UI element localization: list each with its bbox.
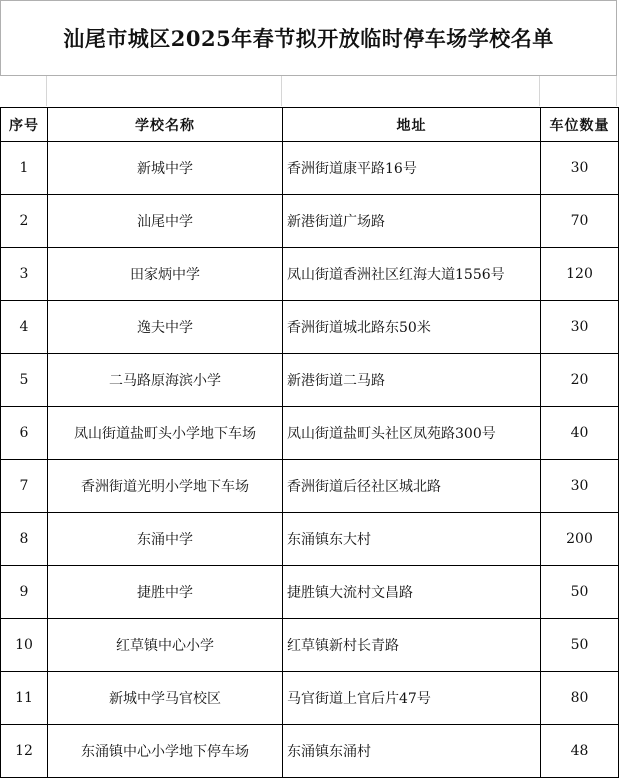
cell-address[interactable]: 新港街道二马路 [283,354,541,407]
cell-spaces[interactable]: 70 [541,195,619,248]
cell-address[interactable]: 香洲街道城北路东50米 [283,301,541,354]
table-row [1,407,619,460]
cell-school[interactable]: 凤山街道盐町头小学地下车场 [48,407,283,460]
table-row [1,513,619,566]
cell-school[interactable]: 田家炳中学 [48,248,283,301]
cell-spaces[interactable]: 50 [541,619,619,672]
table-row [1,195,619,248]
cell-no[interactable]: 6 [1,407,48,460]
empty-cell[interactable] [282,76,540,106]
cell-school[interactable]: 新城中学马官校区 [48,672,283,725]
cell-spaces[interactable]: 50 [541,566,619,619]
cell-spaces[interactable]: 80 [541,672,619,725]
table-row [1,460,619,513]
empty-cell[interactable] [0,76,47,106]
cell-no[interactable]: 4 [1,301,48,354]
header-no[interactable]: 序号 [1,108,48,142]
cell-no[interactable]: 11 [1,672,48,725]
table-row [1,301,619,354]
cell-spaces[interactable]: 120 [541,248,619,301]
cell-address[interactable]: 香洲街道后径社区城北路 [283,460,541,513]
table-row [1,566,619,619]
cell-school[interactable]: 汕尾中学 [48,195,283,248]
table-row [1,354,619,407]
header-school[interactable]: 学校名称 [48,108,283,142]
cell-spaces[interactable]: 48 [541,725,619,778]
empty-row [0,76,617,106]
cell-address[interactable]: 东涌镇东大村 [283,513,541,566]
cell-address[interactable]: 凤山街道香洲社区红海大道1556号 [283,248,541,301]
cell-spaces[interactable]: 20 [541,354,619,407]
cell-no[interactable]: 7 [1,460,48,513]
header-row [1,108,619,142]
cell-no[interactable]: 9 [1,566,48,619]
cell-spaces[interactable]: 200 [541,513,619,566]
cell-address[interactable]: 东涌镇东涌村 [283,725,541,778]
cell-address[interactable]: 香洲街道康平路16号 [283,142,541,195]
cell-no[interactable]: 8 [1,513,48,566]
title-cell[interactable] [0,0,617,76]
cell-address[interactable]: 马官街道上官后片47号 [283,672,541,725]
empty-cell[interactable] [540,76,617,106]
cell-school[interactable]: 新城中学 [48,142,283,195]
cell-no[interactable]: 12 [1,725,48,778]
cell-address[interactable]: 红草镇新村长青路 [283,619,541,672]
cell-spaces[interactable]: 30 [541,460,619,513]
table-row [1,142,619,195]
cell-school[interactable]: 逸夫中学 [48,301,283,354]
cell-school[interactable]: 红草镇中心小学 [48,619,283,672]
header-spaces[interactable]: 车位数量 [541,108,619,142]
table-row [1,672,619,725]
cell-school[interactable]: 二马路原海滨小学 [48,354,283,407]
header-address[interactable]: 地址 [283,108,541,142]
table-row [1,619,619,672]
cell-no[interactable]: 2 [1,195,48,248]
cell-school[interactable]: 东涌中学 [48,513,283,566]
cell-school[interactable]: 捷胜中学 [48,566,283,619]
table-body [1,142,619,778]
cell-no[interactable]: 3 [1,248,48,301]
cell-spaces[interactable]: 30 [541,142,619,195]
empty-cell[interactable] [47,76,282,106]
cell-no[interactable]: 1 [1,142,48,195]
table-row [1,725,619,778]
cell-no[interactable]: 10 [1,619,48,672]
table-row [1,248,619,301]
document-title: 汕尾市城区2025年春节拟开放临时停车场学校名单 [63,26,554,51]
cell-address[interactable]: 凤山街道盐町头社区凤苑路300号 [283,407,541,460]
cell-spaces[interactable]: 40 [541,407,619,460]
cell-school[interactable]: 香洲街道光明小学地下车场 [48,460,283,513]
cell-no[interactable]: 5 [1,354,48,407]
cell-address[interactable]: 捷胜镇大流村文昌路 [283,566,541,619]
cell-school[interactable]: 东涌镇中心小学地下停车场 [48,725,283,778]
cell-spaces[interactable]: 30 [541,301,619,354]
school-table [0,107,619,778]
cell-address[interactable]: 新港街道广场路 [283,195,541,248]
